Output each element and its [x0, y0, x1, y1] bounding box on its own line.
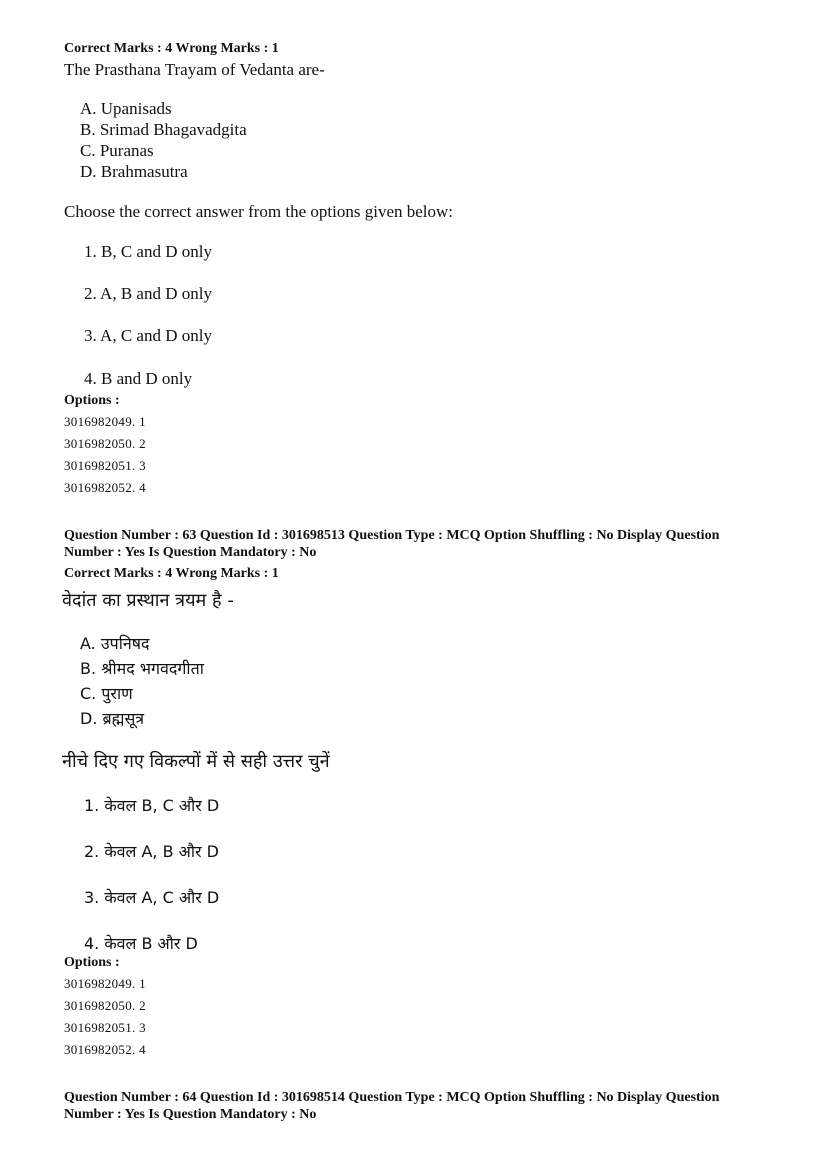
q63-choice-4: 4. केवल B और D — [84, 934, 198, 953]
q63-marks: Correct Marks : 4 Wrong Marks : 1 — [64, 566, 279, 581]
q63-instruction: नीचे दिए गए विकल्पों में से सही उत्तर चुनें — [62, 751, 330, 772]
q63-choice-2: 2. केवल A, B और D — [84, 842, 219, 861]
q63-choice-3: 3. केवल A, C और D — [84, 888, 220, 907]
q63-header: Question Number : 63 Question Id : 301698513 Question Type : MCQ Option Shuffling : No Display Question Number : Yes Is Question Mandatory : No — [64, 528, 720, 560]
q62-question-text: The Prasthana Trayam of Vedanta are- — [64, 60, 325, 79]
q62-option-id-3: 3016982051. 3 — [64, 458, 146, 473]
q63-item-d: D. ब्रह्मसूत्र — [80, 709, 145, 728]
q63-options-label: Options : — [64, 955, 120, 970]
q62-choice-2: 2. A, B and D only — [84, 284, 212, 303]
q63-item-b: B. श्रीमद भगवदगीता — [80, 659, 204, 678]
q62-instruction: Choose the correct answer from the options given below: — [64, 202, 454, 221]
q62-option-id-4: 3016982052. 4 — [64, 480, 146, 495]
q62-option-id-2: 3016982050. 2 — [64, 436, 146, 451]
q63-question-text: वेदांत का प्रस्थान त्रयम है - — [62, 590, 234, 611]
q62-choice-3: 3. A, C and D only — [84, 326, 212, 345]
q63-option-id-4: 3016982052. 4 — [64, 1042, 146, 1057]
q63-choice-1: 1. केवल B, C और D — [84, 796, 220, 815]
q63-item-c: C. पुराण — [80, 684, 133, 703]
q62-item-d: D. Brahmasutra — [80, 162, 188, 181]
q62-marks: Correct Marks : 4 Wrong Marks : 1 — [64, 41, 279, 56]
q63-item-a: A. उपनिषद — [80, 634, 150, 653]
q62-choice-4: 4. B and D only — [84, 369, 193, 388]
q62-item-a: A. Upanisads — [80, 99, 172, 118]
q62-options-label: Options : — [64, 393, 120, 408]
q64-header: Question Number : 64 Question Id : 301698514 Question Type : MCQ Option Shuffling : No Display Question Number : Yes Is Question Mandatory : No — [64, 1090, 720, 1122]
q62-item-c: C. Puranas — [80, 141, 154, 160]
q62-option-id-1: 3016982049. 1 — [64, 414, 146, 429]
q63-option-id-3: 3016982051. 3 — [64, 1020, 146, 1035]
q63-option-id-2: 3016982050. 2 — [64, 998, 146, 1013]
q62-choice-1: 1. B, C and D only — [84, 242, 212, 261]
q63-option-id-1: 3016982049. 1 — [64, 976, 146, 991]
q62-item-b: B. Srimad Bhagavadgita — [80, 120, 247, 139]
